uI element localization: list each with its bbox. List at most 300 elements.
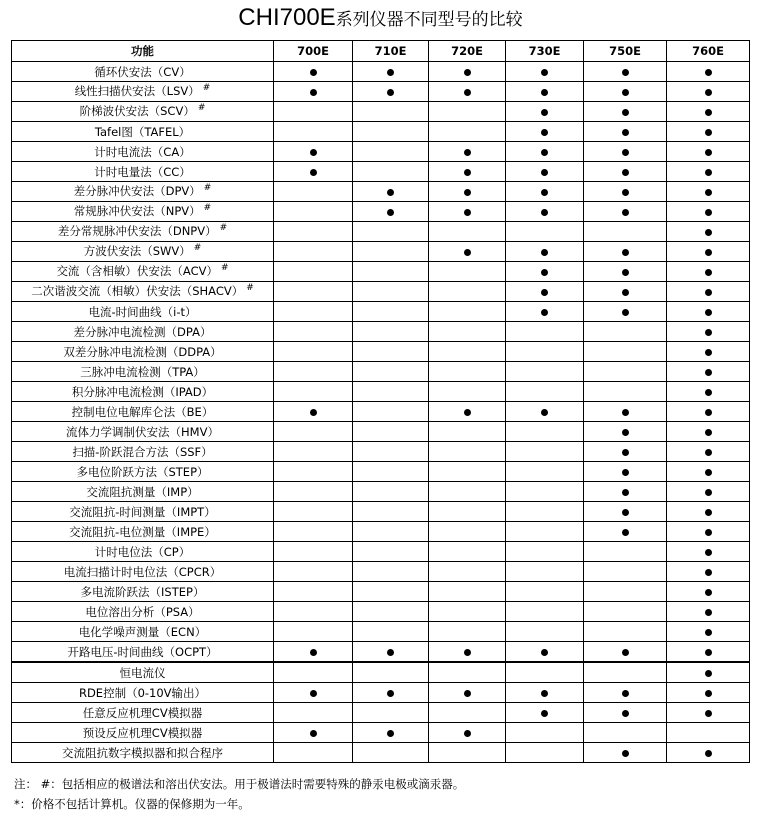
- table-row: [12, 422, 750, 442]
- support-cell-700e: [274, 542, 353, 562]
- function-name-cell: [12, 122, 274, 142]
- support-cell-760e: [667, 282, 750, 302]
- support-cell-710e: [353, 362, 429, 382]
- function-name-cell: [12, 502, 274, 522]
- table-header-row: [12, 41, 750, 62]
- hash-footnote-mark: #: [203, 202, 212, 213]
- header-model-720e: 720E: [429, 41, 506, 62]
- support-cell-720e: [429, 402, 506, 422]
- support-cell-700e: [274, 162, 353, 182]
- supported-dot-icon: [464, 690, 471, 697]
- support-cell-710e: [353, 122, 429, 142]
- support-cell-760e: [667, 182, 750, 202]
- support-cell-710e: [353, 622, 429, 642]
- support-cell-710e: [353, 683, 429, 703]
- support-cell-720e: [429, 462, 506, 482]
- table-row: [12, 342, 750, 362]
- title-description: 系列仪器不同型号的比较: [335, 10, 523, 30]
- support-cell-710e: [353, 242, 429, 262]
- supported-dot-icon: [310, 409, 317, 416]
- support-cell-700e: [274, 482, 353, 502]
- hash-footnote-mark: #: [221, 262, 229, 273]
- hash-footnote-mark: #: [219, 222, 228, 233]
- support-cell-710e: [353, 402, 429, 422]
- support-cell-760e: [667, 683, 750, 703]
- support-cell-750e: [584, 723, 667, 743]
- supported-dot-icon: [705, 209, 712, 216]
- support-cell-720e: [429, 382, 506, 402]
- table-row: [12, 362, 750, 382]
- support-cell-700e: [274, 442, 353, 462]
- support-cell-720e: [429, 322, 506, 342]
- supported-dot-icon: [387, 690, 394, 697]
- support-cell-760e: [667, 162, 750, 182]
- support-cell-710e: [353, 502, 429, 522]
- support-cell-760e: [667, 362, 750, 382]
- function-name-cell: [12, 462, 274, 482]
- supported-dot-icon: [705, 710, 712, 717]
- function-name-cell: [12, 262, 274, 282]
- supported-dot-icon: [705, 229, 712, 236]
- supported-dot-icon: [387, 189, 394, 196]
- support-cell-700e: [274, 522, 353, 542]
- support-cell-730e: [506, 322, 584, 342]
- support-cell-750e: [584, 102, 667, 122]
- function-name: 电流-时间曲线（i-t）: [88, 304, 197, 319]
- support-cell-730e: [506, 462, 584, 482]
- function-name: 交流（含相敏）伏安法（ACV）: [56, 263, 218, 278]
- supported-dot-icon: [705, 149, 712, 156]
- supported-dot-icon: [541, 209, 548, 216]
- support-cell-750e: [584, 502, 667, 522]
- supported-dot-icon: [622, 509, 629, 516]
- support-cell-750e: [584, 322, 667, 342]
- support-cell-730e: [506, 642, 584, 663]
- table-row: [12, 502, 750, 522]
- support-cell-730e: [506, 542, 584, 562]
- table-row: [12, 102, 750, 122]
- table-row: [12, 662, 750, 683]
- supported-dot-icon: [541, 249, 548, 256]
- supported-dot-icon: [622, 649, 629, 656]
- function-name-cell: [12, 522, 274, 542]
- footnotes: [14, 774, 464, 814]
- support-cell-760e: [667, 482, 750, 502]
- header-model-750e: 750E: [584, 41, 667, 62]
- support-cell-730e: [506, 442, 584, 462]
- support-cell-700e: [274, 222, 353, 242]
- function-name: 交流阻抗-电位测量（IMPE）: [69, 524, 216, 539]
- support-cell-710e: [353, 442, 429, 462]
- function-name: 开路电压-时间曲线（OCPT）: [67, 644, 218, 659]
- support-cell-760e: [667, 462, 750, 482]
- supported-dot-icon: [622, 469, 629, 476]
- header-model-730e: 730E: [506, 41, 584, 62]
- support-cell-720e: [429, 522, 506, 542]
- table-row: [12, 402, 750, 422]
- hash-footnote-mark: #: [203, 182, 212, 193]
- function-name: 循环伏安法（CV）: [94, 64, 191, 79]
- function-name: 预设反应机理CV模拟器: [82, 725, 203, 740]
- supported-dot-icon: [541, 289, 548, 296]
- supported-dot-icon: [464, 249, 471, 256]
- support-cell-760e: [667, 302, 750, 322]
- function-name: 电化学噪声测量（ECN）: [78, 624, 207, 639]
- support-cell-760e: [667, 62, 750, 82]
- support-cell-760e: [667, 522, 750, 542]
- support-cell-730e: [506, 502, 584, 522]
- table-row: [12, 302, 750, 322]
- support-cell-720e: [429, 302, 506, 322]
- table-row: [12, 683, 750, 703]
- support-cell-760e: [667, 262, 750, 282]
- supported-dot-icon: [705, 509, 712, 516]
- support-cell-720e: [429, 422, 506, 442]
- supported-dot-icon: [310, 69, 317, 76]
- support-cell-730e: [506, 62, 584, 82]
- supported-dot-icon: [541, 69, 548, 76]
- support-cell-760e: [667, 102, 750, 122]
- function-name: 二次谐波交流（相敏）伏安法（SHACV）: [31, 283, 244, 298]
- function-name-cell: [12, 222, 274, 242]
- support-cell-750e: [584, 342, 667, 362]
- table-row: [12, 723, 750, 743]
- function-name: 三脉冲电流检测（TPA）: [80, 364, 205, 379]
- supported-dot-icon: [705, 529, 712, 536]
- support-cell-710e: [353, 142, 429, 162]
- support-cell-720e: [429, 683, 506, 703]
- support-cell-710e: [353, 322, 429, 342]
- support-cell-720e: [429, 743, 506, 763]
- support-cell-710e: [353, 522, 429, 542]
- table-row: [12, 202, 750, 222]
- supported-dot-icon: [464, 149, 471, 156]
- support-cell-760e: [667, 662, 750, 683]
- table-row: [12, 222, 750, 242]
- support-cell-700e: [274, 723, 353, 743]
- support-cell-760e: [667, 442, 750, 462]
- supported-dot-icon: [622, 690, 629, 697]
- header-model-700e: 700E: [274, 41, 353, 62]
- support-cell-720e: [429, 442, 506, 462]
- supported-dot-icon: [541, 149, 548, 156]
- table-row: [12, 462, 750, 482]
- supported-dot-icon: [464, 89, 471, 96]
- supported-dot-icon: [705, 429, 712, 436]
- support-cell-760e: [667, 502, 750, 522]
- support-cell-700e: [274, 743, 353, 763]
- support-cell-720e: [429, 262, 506, 282]
- support-cell-750e: [584, 222, 667, 242]
- support-cell-750e: [584, 162, 667, 182]
- support-cell-760e: [667, 642, 750, 663]
- support-cell-730e: [506, 703, 584, 723]
- support-cell-760e: [667, 82, 750, 102]
- supported-dot-icon: [622, 69, 629, 76]
- function-name-cell: [12, 362, 274, 382]
- support-cell-730e: [506, 562, 584, 582]
- support-cell-710e: [353, 662, 429, 683]
- support-cell-700e: [274, 102, 353, 122]
- support-cell-750e: [584, 302, 667, 322]
- supported-dot-icon: [622, 269, 629, 276]
- function-name-cell: [12, 402, 274, 422]
- function-name: RDE控制（0-10V输出）: [78, 685, 207, 700]
- support-cell-760e: [667, 222, 750, 242]
- supported-dot-icon: [705, 169, 712, 176]
- table-row: [12, 162, 750, 182]
- support-cell-700e: [274, 82, 353, 102]
- footnote-hash: 注： #：包括相应的极谱法和溶出伏安法。用于极谱法时需要特殊的静汞电极或滴汞器。: [14, 777, 465, 791]
- supported-dot-icon: [622, 309, 629, 316]
- support-cell-700e: [274, 242, 353, 262]
- support-cell-710e: [353, 462, 429, 482]
- function-name: 方波伏安法（SWV）: [83, 243, 191, 258]
- support-cell-730e: [506, 202, 584, 222]
- function-name-cell: [12, 743, 274, 763]
- supported-dot-icon: [705, 309, 712, 316]
- function-name: 常规脉冲伏安法（NPV）: [73, 203, 201, 218]
- support-cell-700e: [274, 322, 353, 342]
- supported-dot-icon: [705, 549, 712, 556]
- function-name-cell: [12, 202, 274, 222]
- support-cell-750e: [584, 602, 667, 622]
- supported-dot-icon: [622, 409, 629, 416]
- function-name: 多电流阶跃法（ISTEP）: [80, 584, 205, 599]
- support-cell-710e: [353, 642, 429, 663]
- support-cell-720e: [429, 482, 506, 502]
- table-row: [12, 322, 750, 342]
- support-cell-700e: [274, 382, 353, 402]
- supported-dot-icon: [705, 469, 712, 476]
- support-cell-700e: [274, 142, 353, 162]
- function-name-cell: [12, 562, 274, 582]
- function-name-cell: [12, 102, 274, 122]
- table-row: [12, 282, 750, 302]
- function-name: 控制电位电解库仑法（BE）: [71, 404, 214, 419]
- supported-dot-icon: [387, 209, 394, 216]
- support-cell-710e: [353, 262, 429, 282]
- supported-dot-icon: [464, 189, 471, 196]
- support-cell-730e: [506, 382, 584, 402]
- supported-dot-icon: [464, 730, 471, 737]
- table-body: [12, 62, 750, 763]
- support-cell-760e: [667, 322, 750, 342]
- support-cell-750e: [584, 743, 667, 763]
- comparison-table: [11, 40, 750, 763]
- hash-footnote-mark: #: [246, 282, 254, 293]
- supported-dot-icon: [387, 649, 394, 656]
- function-name: 计时电流法（CA）: [94, 144, 191, 159]
- function-name-cell: [12, 162, 274, 182]
- table-row: [12, 562, 750, 582]
- supported-dot-icon: [541, 649, 548, 656]
- support-cell-720e: [429, 202, 506, 222]
- supported-dot-icon: [705, 69, 712, 76]
- support-cell-720e: [429, 662, 506, 683]
- function-name-cell: [12, 62, 274, 82]
- table-row: [12, 62, 750, 82]
- support-cell-710e: [353, 62, 429, 82]
- table-row: [12, 622, 750, 642]
- support-cell-700e: [274, 202, 353, 222]
- support-cell-720e: [429, 282, 506, 302]
- support-cell-750e: [584, 462, 667, 482]
- function-name-cell: [12, 622, 274, 642]
- supported-dot-icon: [705, 409, 712, 416]
- support-cell-760e: [667, 602, 750, 622]
- function-name-cell: [12, 602, 274, 622]
- support-cell-750e: [584, 442, 667, 462]
- table-row: [12, 242, 750, 262]
- support-cell-750e: [584, 142, 667, 162]
- support-cell-730e: [506, 282, 584, 302]
- support-cell-750e: [584, 542, 667, 562]
- supported-dot-icon: [705, 629, 712, 636]
- supported-dot-icon: [310, 169, 317, 176]
- supported-dot-icon: [464, 69, 471, 76]
- support-cell-760e: [667, 122, 750, 142]
- support-cell-720e: [429, 582, 506, 602]
- table-row: [12, 743, 750, 763]
- support-cell-710e: [353, 582, 429, 602]
- support-cell-750e: [584, 282, 667, 302]
- function-name-cell: [12, 342, 274, 362]
- function-name-cell: [12, 182, 274, 202]
- function-name-cell: [12, 662, 274, 683]
- function-name: Tafel图（TAFEL）: [94, 124, 191, 139]
- supported-dot-icon: [622, 89, 629, 96]
- supported-dot-icon: [387, 69, 394, 76]
- support-cell-710e: [353, 202, 429, 222]
- support-cell-750e: [584, 402, 667, 422]
- table-row: [12, 542, 750, 562]
- support-cell-720e: [429, 102, 506, 122]
- support-cell-700e: [274, 262, 353, 282]
- support-cell-720e: [429, 703, 506, 723]
- title-model: CHI700E: [238, 4, 336, 31]
- support-cell-730e: [506, 222, 584, 242]
- page-title: [0, 4, 761, 32]
- function-name-cell: [12, 542, 274, 562]
- supported-dot-icon: [705, 369, 712, 376]
- support-cell-700e: [274, 622, 353, 642]
- support-cell-760e: [667, 342, 750, 362]
- supported-dot-icon: [622, 149, 629, 156]
- supported-dot-icon: [541, 189, 548, 196]
- table-row: [12, 482, 750, 502]
- supported-dot-icon: [705, 269, 712, 276]
- supported-dot-icon: [622, 529, 629, 536]
- support-cell-720e: [429, 642, 506, 663]
- supported-dot-icon: [705, 109, 712, 116]
- function-name: 计时电位法（CP）: [94, 544, 191, 559]
- support-cell-700e: [274, 182, 353, 202]
- support-cell-710e: [353, 602, 429, 622]
- support-cell-730e: [506, 662, 584, 683]
- support-cell-710e: [353, 703, 429, 723]
- support-cell-700e: [274, 122, 353, 142]
- supported-dot-icon: [705, 329, 712, 336]
- supported-dot-icon: [705, 589, 712, 596]
- support-cell-730e: [506, 402, 584, 422]
- supported-dot-icon: [705, 609, 712, 616]
- function-name-cell: [12, 642, 274, 663]
- supported-dot-icon: [310, 730, 317, 737]
- function-name: 恒电流仪: [119, 665, 166, 680]
- supported-dot-icon: [705, 289, 712, 296]
- supported-dot-icon: [622, 750, 629, 757]
- support-cell-730e: [506, 602, 584, 622]
- support-cell-730e: [506, 723, 584, 743]
- supported-dot-icon: [622, 489, 629, 496]
- supported-dot-icon: [622, 249, 629, 256]
- function-name-cell: [12, 683, 274, 703]
- function-name-cell: [12, 442, 274, 462]
- function-name: 交流阻抗数字模拟器和拟合程序: [62, 745, 223, 760]
- support-cell-750e: [584, 422, 667, 442]
- supported-dot-icon: [705, 690, 712, 697]
- supported-dot-icon: [705, 569, 712, 576]
- support-cell-750e: [584, 582, 667, 602]
- support-cell-710e: [353, 102, 429, 122]
- support-cell-710e: [353, 342, 429, 362]
- function-name: 任意反应机理CV模拟器: [82, 705, 203, 720]
- function-name-cell: [12, 302, 274, 322]
- supported-dot-icon: [387, 730, 394, 737]
- function-name: 差分常规脉冲伏安法（DNPV）: [57, 223, 217, 238]
- support-cell-730e: [506, 422, 584, 442]
- support-cell-750e: [584, 82, 667, 102]
- support-cell-700e: [274, 282, 353, 302]
- support-cell-720e: [429, 82, 506, 102]
- support-cell-750e: [584, 382, 667, 402]
- function-name: 多电位阶跃方法（STEP）: [76, 464, 209, 479]
- table-row: [12, 582, 750, 602]
- supported-dot-icon: [541, 89, 548, 96]
- supported-dot-icon: [464, 409, 471, 416]
- support-cell-730e: [506, 82, 584, 102]
- function-name-cell: [12, 723, 274, 743]
- supported-dot-icon: [705, 489, 712, 496]
- support-cell-750e: [584, 62, 667, 82]
- support-cell-730e: [506, 582, 584, 602]
- support-cell-700e: [274, 502, 353, 522]
- support-cell-710e: [353, 562, 429, 582]
- support-cell-750e: [584, 642, 667, 663]
- support-cell-720e: [429, 602, 506, 622]
- support-cell-750e: [584, 683, 667, 703]
- function-name: 差分脉冲电流检测（DPA）: [73, 324, 212, 339]
- support-cell-730e: [506, 743, 584, 763]
- function-name: 电位溶出分析（PSA）: [85, 604, 200, 619]
- support-cell-700e: [274, 62, 353, 82]
- support-cell-720e: [429, 342, 506, 362]
- support-cell-710e: [353, 482, 429, 502]
- support-cell-700e: [274, 662, 353, 683]
- function-name-cell: [12, 422, 274, 442]
- support-cell-730e: [506, 622, 584, 642]
- support-cell-710e: [353, 743, 429, 763]
- support-cell-700e: [274, 302, 353, 322]
- support-cell-710e: [353, 382, 429, 402]
- table-row: [12, 642, 750, 663]
- support-cell-750e: [584, 703, 667, 723]
- supported-dot-icon: [541, 409, 548, 416]
- supported-dot-icon: [705, 89, 712, 96]
- supported-dot-icon: [705, 389, 712, 396]
- support-cell-700e: [274, 422, 353, 442]
